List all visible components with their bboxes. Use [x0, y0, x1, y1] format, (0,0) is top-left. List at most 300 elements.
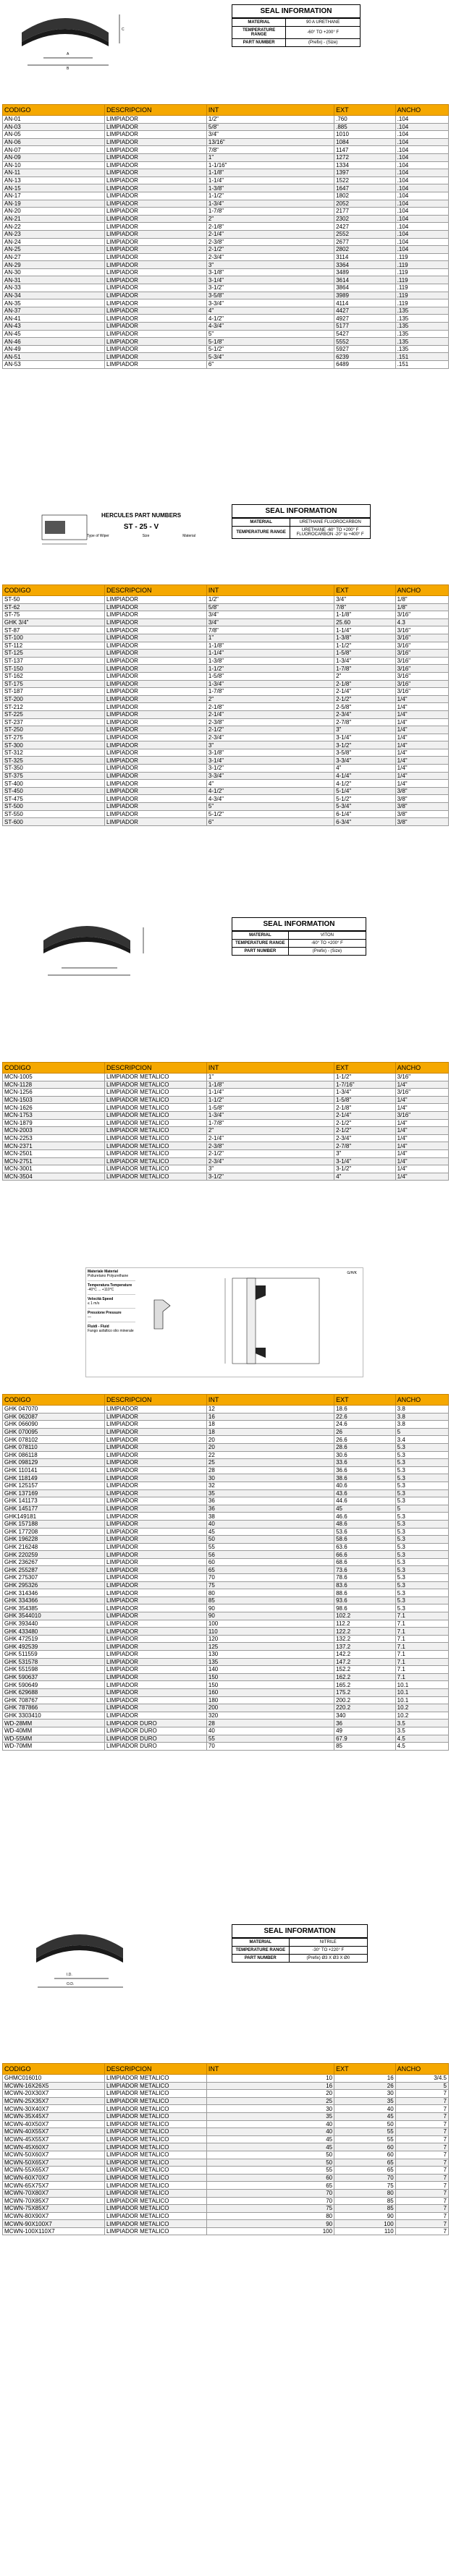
table-cell: 2-7/8": [334, 1142, 396, 1150]
table-cell: MCN-2253: [3, 1134, 105, 1142]
table-cell: LIMPIADOR: [104, 276, 206, 284]
table-cell: 1/4": [395, 695, 448, 703]
table-cell: LIMPIADOR METALICO: [104, 1081, 206, 1089]
table-cell: 1-1/2": [334, 1074, 396, 1081]
table-cell: LIMPIADOR: [104, 1459, 206, 1467]
table-cell: GHK 137169: [3, 1489, 105, 1497]
table-cell: LIMPIADOR: [104, 741, 206, 749]
table-cell: 18: [206, 1421, 334, 1429]
table-cell: LIMPIADOR: [104, 1673, 206, 1681]
table-cell: LIMPIADOR: [104, 810, 206, 818]
table-cell: 1-7/8": [334, 665, 396, 673]
table-cell: 1334: [334, 161, 396, 169]
table-row: [3, 345, 449, 353]
table-cell: 7.1: [395, 1620, 448, 1628]
table-cell: 2-3/8": [206, 718, 334, 726]
table-cell: 2302: [334, 215, 396, 223]
table-cell: 85: [334, 2197, 396, 2205]
table-cell: .119: [395, 284, 448, 292]
table-cell: 4427: [334, 307, 396, 315]
table-cell: LIMPIADOR: [104, 680, 206, 688]
table-cell: 7/8": [206, 626, 334, 634]
table-cell: 90: [206, 2220, 334, 2228]
table-cell: 43.6: [334, 1489, 396, 1497]
table-cell: 5.3: [395, 1459, 448, 1467]
table-cell: 1/4": [395, 772, 448, 780]
table-cell: .885: [334, 123, 396, 131]
table-cell: LIMPIADOR: [104, 1604, 206, 1612]
table-row: [3, 192, 449, 200]
table-cell: LIMPIADOR: [104, 238, 206, 246]
table-row: [3, 338, 449, 346]
table-cell: 3-1/2": [334, 1165, 396, 1173]
table-cell: GHK 295326: [3, 1581, 105, 1589]
table-cell: GHMC016010: [3, 2075, 105, 2083]
table-cell: .119: [395, 253, 448, 261]
table-cell: .104: [395, 215, 448, 223]
table-row: [3, 161, 449, 169]
table-row: [3, 2212, 449, 2220]
table-row: [3, 1543, 449, 1551]
table-cell: GHK 275307: [3, 1574, 105, 1582]
table-cell: LIMPIADOR: [104, 1436, 206, 1444]
table-cell: ST-75: [3, 611, 105, 619]
table-cell: LIMPIADOR: [104, 330, 206, 338]
wiper-seal-drawing-3: [22, 911, 167, 984]
table-cell: LIMPIADOR: [104, 292, 206, 299]
table-cell: 88.6: [334, 1589, 396, 1597]
table-cell: LIMPIADOR: [104, 1688, 206, 1696]
table-cell: LIMPIADOR: [104, 718, 206, 726]
table-cell: ST-62: [3, 603, 105, 611]
table-row: [3, 1696, 449, 1704]
table-cell: LIMPIADOR: [104, 1543, 206, 1551]
table-cell: LIMPIADOR METALICO: [104, 2082, 206, 2090]
table-cell: 2": [206, 215, 334, 223]
table-row: [3, 153, 449, 161]
table-cell: 16: [206, 2082, 334, 2090]
column-header: INT: [206, 105, 334, 116]
table-cell: GHK 157188: [3, 1520, 105, 1528]
table-cell: LIMPIADOR: [104, 315, 206, 323]
table-cell: 1-5/8": [206, 1104, 334, 1112]
table-cell: 50: [206, 2159, 334, 2167]
table-cell: LIMPIADOR METALICO: [104, 2205, 206, 2213]
table-cell: 122.2: [334, 1628, 396, 1636]
table-cell: 1-3/8": [206, 657, 334, 665]
table-cell: 1/4": [395, 1134, 448, 1142]
table-cell: LIMPIADOR: [104, 1505, 206, 1513]
table-cell: 80: [206, 1589, 334, 1597]
table-cell: 4-1/2": [206, 315, 334, 323]
table-row: [3, 361, 449, 369]
table-cell: 2": [206, 695, 334, 703]
table-mcn-wipers: [2, 1062, 449, 1181]
table-cell: .104: [395, 246, 448, 254]
table-cell: LIMPIADOR: [104, 1421, 206, 1429]
table-cell: MCN-2371: [3, 1142, 105, 1150]
table-cell: 5.3: [395, 1520, 448, 1528]
table-cell: ST-550: [3, 810, 105, 818]
table-row: [3, 1643, 449, 1651]
table-row: [3, 246, 449, 254]
table-cell: 2427: [334, 223, 396, 231]
table-cell: MCWN-50X60X7: [3, 2151, 105, 2159]
table-cell: 3/16": [395, 1111, 448, 1119]
table-cell: 1/4": [395, 1173, 448, 1181]
table-cell: 40: [334, 2105, 396, 2113]
table-cell: LIMPIADOR METALICO: [104, 2182, 206, 2190]
table-cell: LIMPIADOR: [104, 703, 206, 711]
table-cell: 2552: [334, 230, 396, 238]
table-cell: 1": [206, 1074, 334, 1081]
table-cell: LIMPIADOR: [104, 146, 206, 154]
seal-info-key: PART NUMBER: [232, 39, 286, 47]
table-cell: 2-1/8": [206, 703, 334, 711]
table-cell: MCWN-70X85X7: [3, 2197, 105, 2205]
seal-info-value: 90 A URETHANE: [286, 19, 360, 27]
table-cell: LIMPIADOR: [104, 1497, 206, 1505]
table-cell: GHK 062087: [3, 1413, 105, 1421]
table-cell: 7/8": [206, 146, 334, 154]
table-row: [3, 2151, 449, 2159]
table-row: [3, 1119, 449, 1127]
table-cell: AN-19: [3, 200, 105, 208]
table-row: [3, 672, 449, 680]
table-row: [3, 780, 449, 788]
table-cell: 5.3: [395, 1497, 448, 1505]
table-cell: AN-11: [3, 169, 105, 177]
table-cell: 66.6: [334, 1551, 396, 1559]
table-cell: 5.3: [395, 1482, 448, 1489]
table-cell: 3364: [334, 261, 396, 269]
table-cell: GHK 590637: [3, 1673, 105, 1681]
table-cell: MCN-2003: [3, 1127, 105, 1135]
table-cell: 18: [206, 1428, 334, 1436]
table-cell: 2-1/4": [206, 230, 334, 238]
table-cell: 3/8": [395, 795, 448, 803]
table-cell: 140: [206, 1666, 334, 1674]
prop-block: [88, 1322, 135, 1333]
table-cell: 1-1/2": [334, 642, 396, 650]
table-cell: LIMPIADOR METALICO: [104, 2075, 206, 2083]
table-cell: LIMPIADOR: [104, 153, 206, 161]
table-row: [3, 2112, 449, 2120]
table-cell: GHK 066090: [3, 1421, 105, 1429]
column-header: INT: [206, 1395, 334, 1406]
table-cell: 68.6: [334, 1558, 396, 1566]
table-cell: AN-05: [3, 131, 105, 139]
seal-info-key: MATERIAL: [232, 932, 288, 940]
table-cell: ST-450: [3, 787, 105, 795]
table-cell: ST-250: [3, 726, 105, 734]
table-row: [3, 2090, 449, 2098]
table-row: [3, 2159, 449, 2167]
table-cell: 1-1/4": [334, 626, 396, 634]
table-cell: 4": [334, 1173, 396, 1181]
table-cell: 7: [395, 2097, 448, 2105]
table-cell: 1/4": [395, 749, 448, 757]
prop-block: [88, 1309, 135, 1322]
column-header: CODIGO: [3, 2064, 105, 2075]
table-row: [3, 276, 449, 284]
column-header: DESCRIPCION: [104, 2064, 206, 2075]
dim-label-a: A: [67, 52, 69, 56]
table-cell: 3/8": [395, 787, 448, 795]
table-cell: .119: [395, 268, 448, 276]
table-cell: .104: [395, 123, 448, 131]
table-cell: 75: [334, 2182, 396, 2190]
table-cell: ST-125: [3, 650, 105, 658]
table-cell: LIMPIADOR: [104, 1712, 206, 1720]
column-header: CODIGO: [3, 585, 105, 596]
table-cell: 2177: [334, 208, 396, 216]
table-cell: 5-3/4": [334, 803, 396, 811]
table-cell: 5552: [334, 338, 396, 346]
table-cell: WD-70MM: [3, 1743, 105, 1751]
table-cell: GHK 216248: [3, 1543, 105, 1551]
table-row: [3, 177, 449, 184]
table-cell: 53.6: [334, 1528, 396, 1536]
table-row: [3, 688, 449, 696]
table-cell: LIMPIADOR: [104, 1428, 206, 1436]
table-cell: 3489: [334, 268, 396, 276]
table-cell: GHK 3/4": [3, 619, 105, 626]
table-cell: .151: [395, 353, 448, 361]
table-cell: 70: [206, 1743, 334, 1751]
table-cell: 22.6: [334, 1413, 396, 1421]
table-cell: LIMPIADOR: [104, 757, 206, 765]
table-cell: AN-46: [3, 338, 105, 346]
table-cell: 1-1/4": [206, 1089, 334, 1097]
table-cell: 7: [395, 2227, 448, 2235]
table-cell: 85: [206, 1597, 334, 1604]
table-row: [3, 2205, 449, 2213]
table-cell: MCWN-75X85X7: [3, 2205, 105, 2213]
table-cell: 7: [395, 2105, 448, 2113]
table-cell: 1010: [334, 131, 396, 139]
table-cell: 1-1/8": [206, 169, 334, 177]
table-cell: AN-49: [3, 345, 105, 353]
table-cell: 80: [206, 2212, 334, 2220]
table-row: [3, 223, 449, 231]
table-cell: LIMPIADOR: [104, 603, 206, 611]
table-row: [3, 1443, 449, 1451]
table-cell: .104: [395, 161, 448, 169]
table-cell: 3-1/2": [206, 765, 334, 773]
table-cell: AN-22: [3, 223, 105, 231]
table-row: [3, 123, 449, 131]
table-row: [3, 718, 449, 726]
seal-info-value: (Prefix) - (Size): [286, 39, 360, 47]
table-cell: AN-10: [3, 161, 105, 169]
table-cell: 2-7/8": [334, 718, 396, 726]
table-cell: LIMPIADOR METALICO: [104, 1089, 206, 1097]
table-cell: 32: [206, 1482, 334, 1489]
table-cell: 180: [206, 1696, 334, 1704]
table-cell: LIMPIADOR: [104, 780, 206, 788]
table-cell: 2677: [334, 238, 396, 246]
table-cell: LIMPIADOR: [104, 803, 206, 811]
table-cell: 20: [206, 1436, 334, 1444]
table-row: [3, 665, 449, 673]
table-cell: 1147: [334, 146, 396, 154]
table-cell: LIMPIADOR DURO: [104, 1743, 206, 1751]
table-cell: LIMPIADOR METALICO: [104, 1096, 206, 1104]
table-row: [3, 1096, 449, 1104]
table-cell: 5.3: [395, 1589, 448, 1597]
table-an-wipers: [2, 104, 449, 369]
table-cell: 3-1/2": [206, 284, 334, 292]
table-cell: .119: [395, 292, 448, 299]
table-row: [3, 2143, 449, 2151]
table-cell: LIMPIADOR DURO: [104, 1735, 206, 1743]
table-cell: 3/16": [395, 1089, 448, 1097]
table-cell: AN-43: [3, 323, 105, 331]
table-cell: 5-1/4": [334, 787, 396, 795]
table-cell: 28.6: [334, 1443, 396, 1451]
table-cell: 1-1/2": [206, 1096, 334, 1104]
table-cell: MCN-3001: [3, 1165, 105, 1173]
table-cell: 40: [206, 1727, 334, 1735]
table-cell: 5.3: [395, 1566, 448, 1574]
column-header: INT: [206, 1063, 334, 1074]
table-cell: GHK 220259: [3, 1551, 105, 1559]
table-row: [3, 138, 449, 146]
table-cell: LIMPIADOR: [104, 634, 206, 642]
table-cell: 45: [334, 2112, 396, 2120]
table-cell: MCN-1879: [3, 1119, 105, 1127]
table-row: [3, 603, 449, 611]
table-cell: .104: [395, 230, 448, 238]
table-cell: MCN-2751: [3, 1157, 105, 1165]
table-cell: 1/4": [395, 1096, 448, 1104]
table-cell: 1/4": [395, 1119, 448, 1127]
table-cell: 2-1/2": [334, 1127, 396, 1135]
table-row: [3, 2189, 449, 2197]
table-cell: 7.1: [395, 1658, 448, 1666]
table-cell: 1802: [334, 192, 396, 200]
table-cell: 3614: [334, 276, 396, 284]
dim-label-id: I.D.: [67, 1973, 72, 1977]
table-row: [3, 803, 449, 811]
table-cell: LIMPIADOR: [104, 1574, 206, 1582]
table-cell: 3-1/2": [334, 741, 396, 749]
table-cell: 7: [395, 2135, 448, 2143]
table-cell: LIMPIADOR METALICO: [104, 2097, 206, 2105]
table-cell: 50: [334, 2120, 396, 2128]
table-cell: 4-1/2": [206, 787, 334, 795]
table-cell: AN-53: [3, 361, 105, 369]
table-cell: AN-45: [3, 330, 105, 338]
table-cell: 1/4": [395, 703, 448, 711]
table-row: [3, 1157, 449, 1165]
table-cell: 3": [334, 1149, 396, 1157]
table-cell: 3/16": [395, 642, 448, 650]
table-cell: 4.3: [395, 619, 448, 626]
column-header: CODIGO: [3, 1395, 105, 1406]
table-cell: 100: [206, 1620, 334, 1628]
table-row: [3, 1459, 449, 1467]
table-cell: LIMPIADOR: [104, 284, 206, 292]
table-row: [3, 1566, 449, 1574]
table-cell: 7.1: [395, 1666, 448, 1674]
table-cell: .135: [395, 323, 448, 331]
table-cell: MCWN-40X50X7: [3, 2120, 105, 2128]
table-cell: 35: [334, 2097, 396, 2105]
table-cell: GHK 433480: [3, 1628, 105, 1636]
table-cell: 55: [206, 1735, 334, 1743]
table-cell: LIMPIADOR: [104, 131, 206, 139]
table-row: [3, 2097, 449, 2105]
table-cell: 1/4": [395, 757, 448, 765]
table-cell: 6239: [334, 353, 396, 361]
table-row: [3, 330, 449, 338]
table-cell: 3/8": [395, 803, 448, 811]
table-cell: 4.5: [395, 1743, 448, 1751]
table-cell: 4114: [334, 299, 396, 307]
table-cell: 1": [206, 634, 334, 642]
table-cell: 1647: [334, 184, 396, 192]
table-row: [3, 1688, 449, 1696]
table-cell: 200.2: [334, 1696, 396, 1704]
table-cell: 90: [206, 1612, 334, 1620]
table-cell: MCWN-60X70X7: [3, 2174, 105, 2182]
table-cell: 7: [395, 2197, 448, 2205]
table-row: [3, 2120, 449, 2128]
table-cell: 26: [334, 1428, 396, 1436]
table-cell: 35: [206, 1489, 334, 1497]
wiper-seal-drawing-5: [14, 1921, 159, 1993]
table-cell: 55: [206, 1543, 334, 1551]
table-cell: 150: [206, 1681, 334, 1689]
table-cell: 70: [206, 1574, 334, 1582]
table-cell: .104: [395, 177, 448, 184]
table-cell: AN-03: [3, 123, 105, 131]
table-cell: 3-3/4": [206, 772, 334, 780]
table-cell: GHK 047070: [3, 1406, 105, 1414]
table-cell: 60: [334, 2151, 396, 2159]
table-cell: LIMPIADOR: [104, 268, 206, 276]
table-cell: GHK 334366: [3, 1597, 105, 1604]
table-cell: 65: [334, 2159, 396, 2167]
table-row: [3, 1074, 449, 1081]
table-cell: 2-1/4": [334, 1111, 396, 1119]
column-header: ANCHO: [395, 1395, 448, 1406]
table-cell: 3/16": [395, 626, 448, 634]
table-row: [3, 284, 449, 292]
seal-info-value: -30° TO +220° F: [289, 1947, 367, 1955]
table-cell: 3-3/4": [334, 757, 396, 765]
table-cell: 7: [395, 2090, 448, 2098]
table-cell: .104: [395, 169, 448, 177]
table-cell: 1/4": [395, 1165, 448, 1173]
table-cell: .104: [395, 116, 448, 124]
table-row: [3, 299, 449, 307]
table-cell: LIMPIADOR METALICO: [104, 1142, 206, 1150]
table-cell: ST-175: [3, 680, 105, 688]
table-cell: 2052: [334, 200, 396, 208]
table-cell: 3114: [334, 253, 396, 261]
table-cell: MCWN-20X30X7: [3, 2090, 105, 2098]
table-cell: 1-1/8": [334, 611, 396, 619]
table-cell: 3": [206, 741, 334, 749]
prop-key: Pressione Pressure: [88, 1311, 122, 1315]
table-row: [3, 1604, 449, 1612]
table-cell: GHK 078110: [3, 1443, 105, 1451]
seal-info-value: URETHANE FLUOROCARBON: [290, 519, 370, 527]
column-header: EXT: [334, 105, 396, 116]
